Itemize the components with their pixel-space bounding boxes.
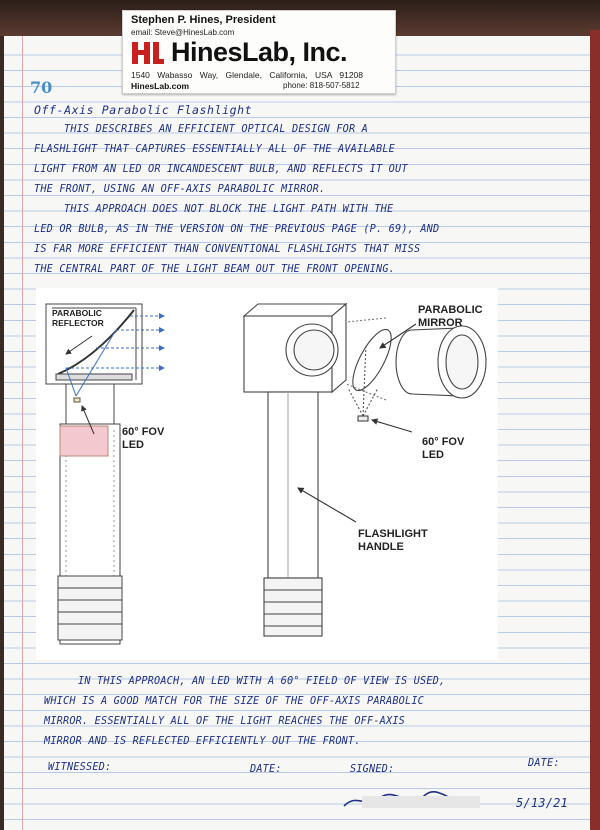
card-phone: phone: 818-507-5812 [283, 81, 360, 90]
paragraph3-line: MIRROR. ESSENTIALLY ALL OF THE LIGHT REACHES THE OFF-AXIS [44, 716, 406, 727]
card-address-country: USA [314, 70, 332, 80]
label-line: REFLECTOR [52, 318, 104, 328]
label-line: LED [422, 449, 444, 461]
witnessed-label: WITNESSED: [48, 762, 112, 773]
paragraph2-line: IS FAR MORE EFFICIENT THAN CONVENTIONAL FLASHLIGHTS THAT MISS [34, 244, 421, 255]
notebook-cover-edge [590, 30, 600, 830]
page-title: Off-Axis Parabolic Flashlight [34, 103, 253, 117]
parabolic-mirror-label [418, 304, 483, 330]
page-number: 70 [30, 78, 53, 97]
card-address-city: Glendale, [225, 70, 262, 80]
paragraph1-line: THIS DESCRIBES AN EFFICIENT OPTICAL DESIGN FOR A [64, 124, 369, 135]
paragraph3-line: IN THIS APPROACH, AN LED WITH A 60° FIELD OF VIEW IS USED, [78, 676, 446, 687]
label-line: MIRROR [418, 317, 463, 329]
signed-label: SIGNED: [350, 764, 395, 775]
fov-led-left-label [122, 426, 164, 452]
label-line: FLASHLIGHT [358, 528, 428, 540]
isometric-flashlight [244, 304, 486, 636]
label-line: PARABOLIC [418, 304, 483, 316]
parabolic-reflector-label [52, 308, 104, 328]
label-line: PARABOLIC [52, 308, 102, 318]
paragraph3-line: MIRROR AND IS REFLECTED EFFICIENTLY OUT THE FRONT. [44, 736, 361, 747]
card-address [131, 70, 387, 80]
card-email: email: Steve@HinesLab.com [131, 28, 235, 37]
hineslab-logo-icon [131, 40, 165, 66]
label-line: HANDLE [358, 541, 404, 553]
flashlight-figure [36, 288, 498, 660]
flashlight-drawing [36, 288, 498, 660]
card-address-zip: 91208 [339, 70, 363, 80]
card-website: HinesLab.com [131, 81, 190, 91]
label-line: 60° FOV [122, 426, 165, 438]
flashlight-handle-label [358, 528, 428, 554]
paragraph2-line: THIS APPROACH DOES NOT BLOCK THE LIGHT PATH WITH THE [64, 204, 394, 215]
paragraph2-line: LED OR BULB, AS IN THE VERSION ON THE PREVIOUS PAGE (P. 69), AND [34, 224, 440, 235]
date-label-2: DATE: [528, 758, 560, 769]
card-company: HinesLab, Inc. [171, 37, 348, 67]
card-address-state: California, [269, 70, 308, 80]
paragraph3-line: WHICH IS A GOOD MATCH FOR THE SIZE OF THE OFF-AXIS PARABOLIC [44, 696, 425, 707]
signed-date: 5/13/21 [516, 796, 568, 810]
paragraph1-line: LIGHT FROM AN LED OR INCANDESCENT BULB, AND REFLECTS IT OUT [34, 164, 408, 175]
date-label-1: DATE: [250, 764, 282, 775]
business-card [122, 10, 396, 94]
paragraph1-line: FLASHLIGHT THAT CAPTURES ESSENTIALLY ALL OF THE AVAILABLE [34, 144, 396, 155]
card-address-street: 1540 Wabasso Way, [131, 70, 219, 80]
redacted-signature-icon [340, 790, 490, 812]
fov-led-right-label [422, 436, 464, 462]
label-line: LED [122, 439, 144, 451]
paragraph1-line: THE FRONT, USING AN OFF-AXIS PARABOLIC MIRROR. [34, 184, 326, 195]
paragraph2-line: THE CENTRAL PART OF THE LIGHT BEAM OUT THE FRONT OPENING. [34, 264, 396, 275]
label-line: 60° FOV [422, 436, 465, 448]
cross-section-flashlight [46, 304, 164, 644]
card-name: Stephen P. Hines, President [131, 14, 276, 26]
